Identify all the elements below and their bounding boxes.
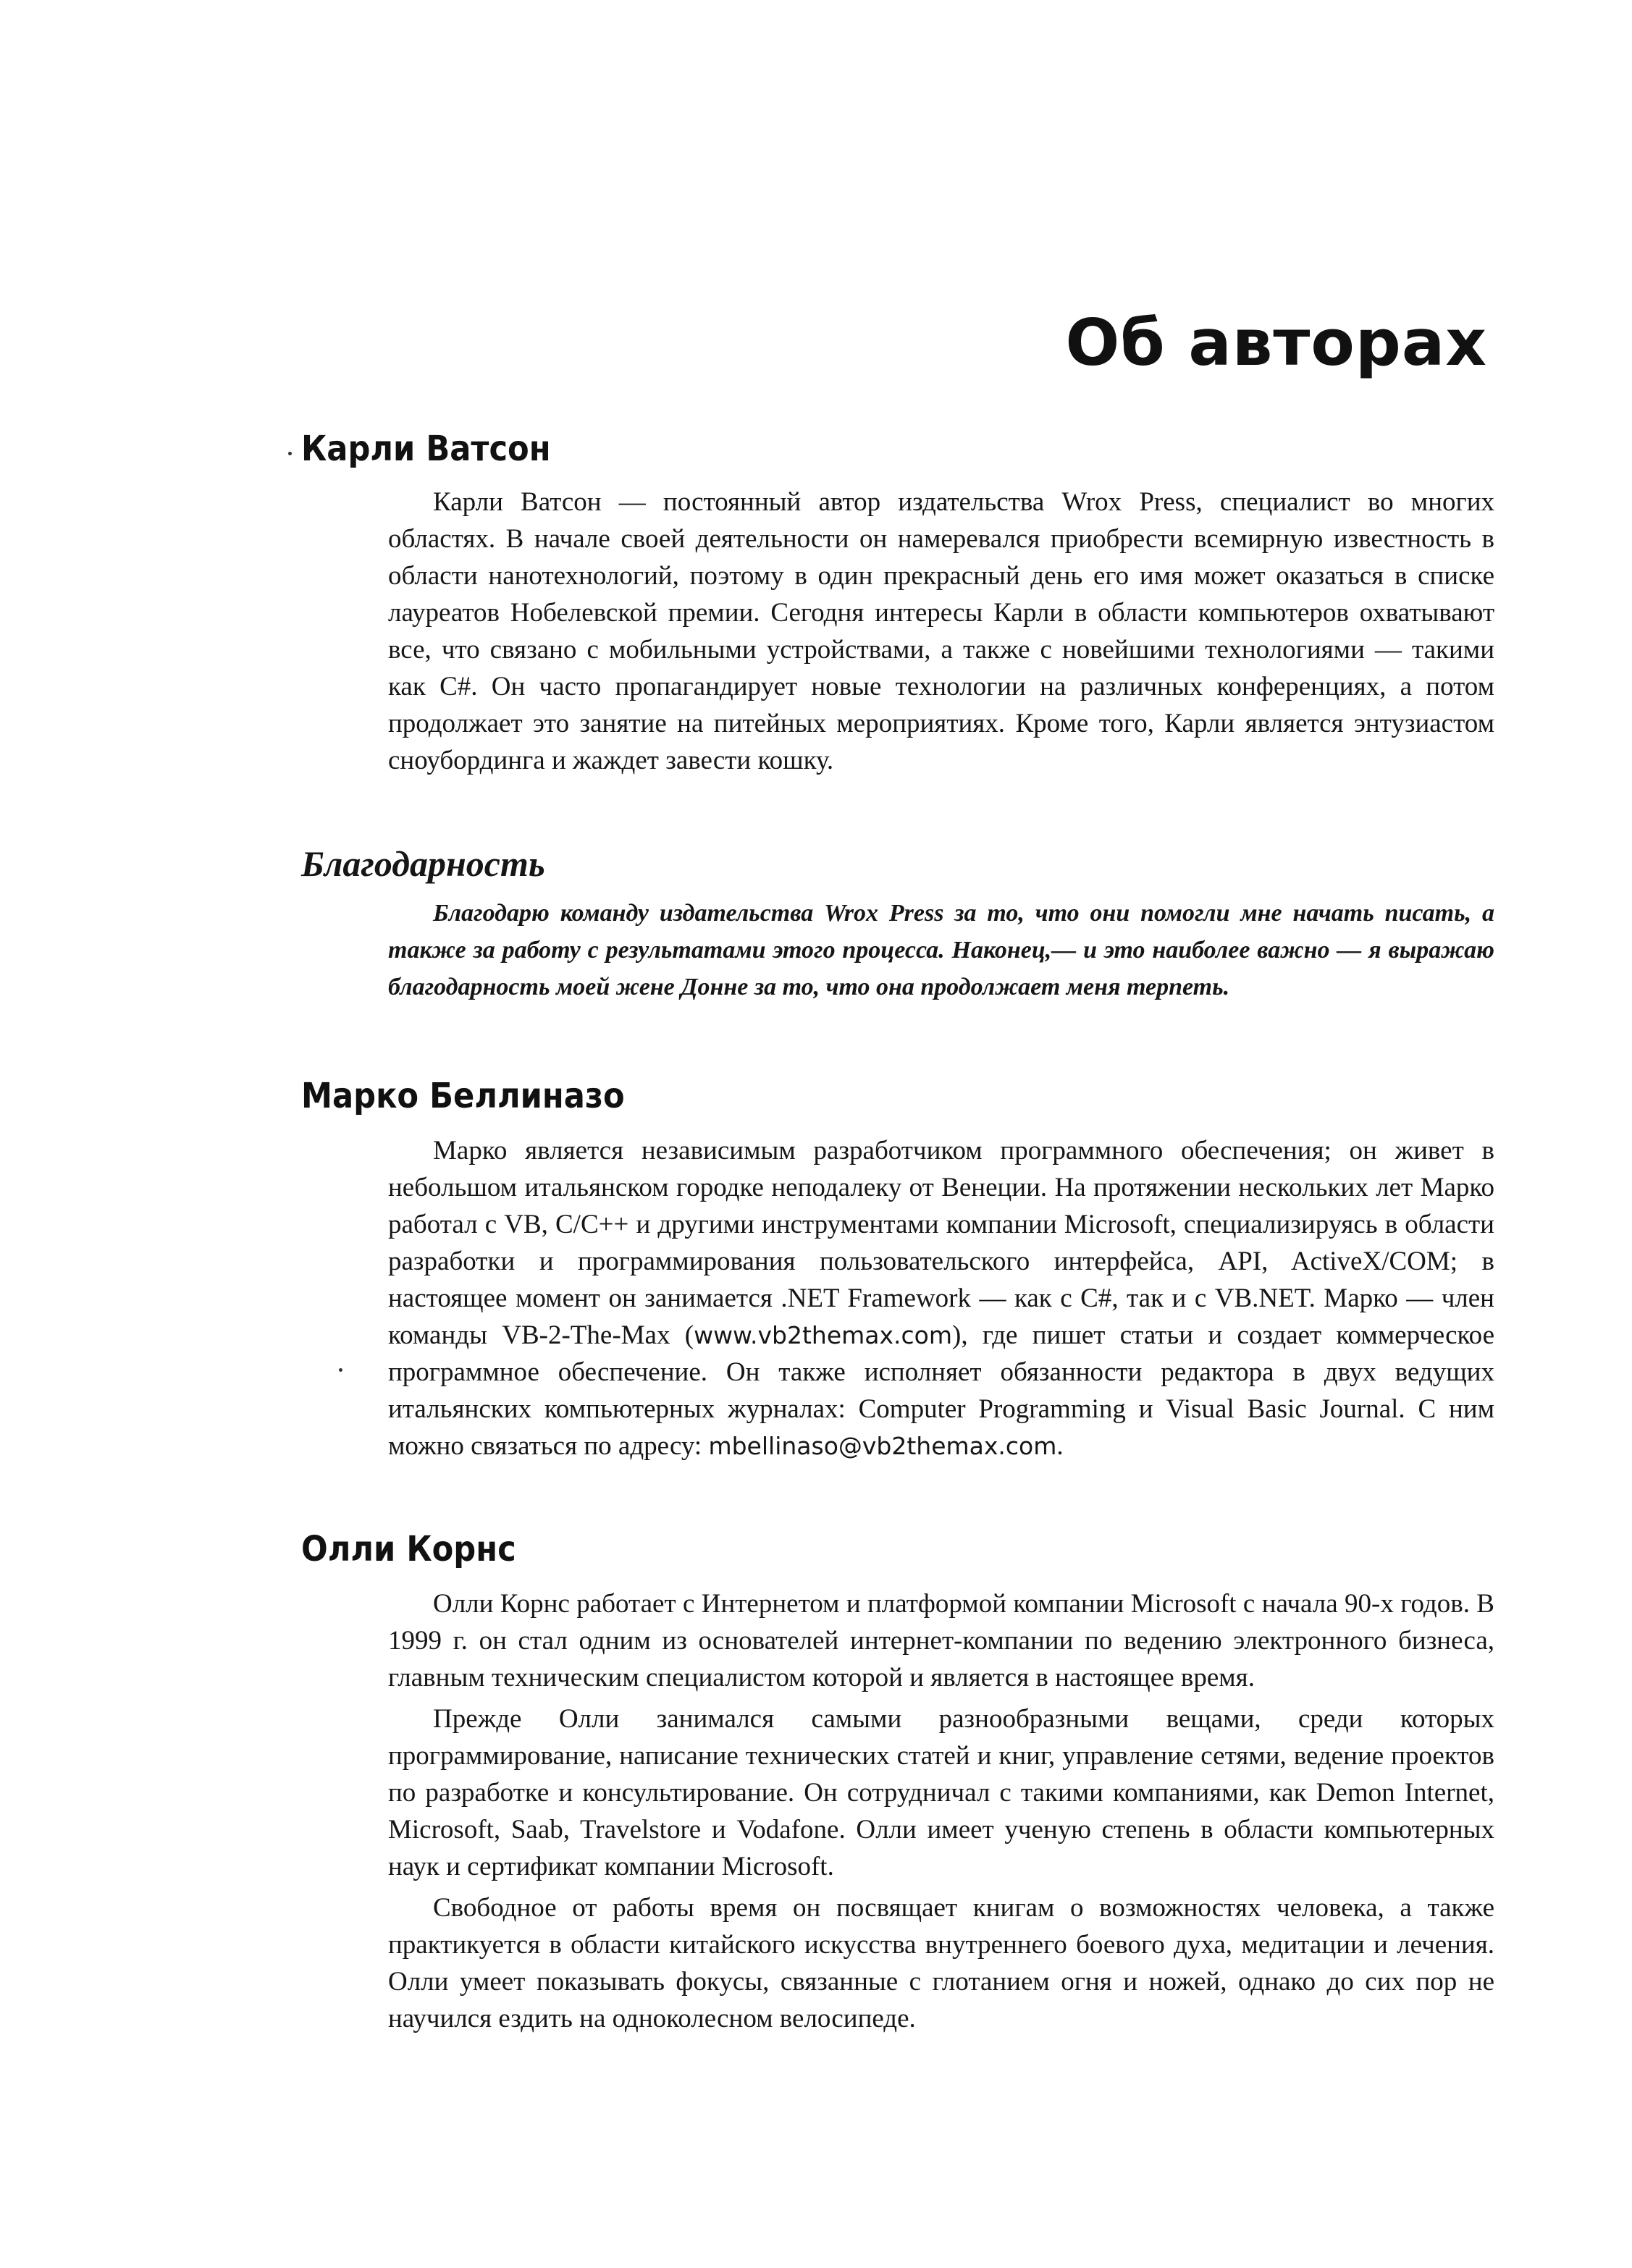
author-name-korns: Олли Корнс bbox=[301, 1529, 516, 1569]
author-name-bellinaso: Марко Беллиназо bbox=[301, 1076, 625, 1116]
bio-paragraph: Карли Ватсон — постоянный автор издательства Wrox Press, специалист во многих областях. В начале своей деятельности он намеревался приобрести всемирную известность в области нанотехнологий, поэтому в один прекрасный день его имя может оказаться в списке лауреатов Нобелевской премии. Сегодня интересы Карли в области компьютеров охватывают все, что связано с мобильными устройствами, а также с новейшими технологиями — такими как C#. Он часто пропагандирует новые технологии на различных конференциях, а потом продолжает это занятие на питейных мероприятиях. Кроме того, Карли является энтузиастом сноубординга и жаждет завести кошку. bbox=[388, 487, 1494, 775]
bio-text-end: . bbox=[1056, 1431, 1064, 1461]
author-bio-korns bbox=[388, 1585, 1494, 2037]
bio-text: ), где пишет статьи и создает коммерческое программное обеспечение. Он также исполняет обязанности редактора в двух ведущих итальянских компьютерных журналах: Computer Programming и Visual Basic Journal. С ним можно связаться по адресу: bbox=[388, 1320, 1495, 1461]
author-bio-watson bbox=[388, 484, 1494, 779]
website-url: www.vb2themax.com bbox=[694, 1321, 953, 1349]
bio-paragraph: Олли Корнс работает с Интернетом и платформой компании Microsoft с начала 90-х годов. В 1999 г. он стал одним из основателей интернет-компании по ведению электронного бизнеса, главным техническим специалистом которой и является в настоящее время. bbox=[388, 1589, 1494, 1692]
page-title: Об авторах bbox=[1065, 305, 1487, 380]
acknowledgment-text: Благодарю команду издательства Wrox Press за то, что они помогли мне начать писать, а также за работу с результатами этого процесса. Наконец,— и это наиболее важно — я выражаю благодарность моей жене Донне за то, что она продолжает меня терпеть. bbox=[388, 900, 1494, 1000]
author-bio-bellinaso bbox=[388, 1132, 1494, 1464]
acknowledgment-block bbox=[388, 895, 1494, 1006]
scan-speck bbox=[288, 452, 292, 455]
bio-text: Марко является независимым разработчиком программного обеспечения; он живет в небольшом итальянском городке неподалеку от Венеции. На протяжении нескольких лет Марко работал с VB, C/C++ и другими инструментами компании Microsoft, специализируясь в области разработки и программирования пользовательского интерфейса, API, ActiveX/COM; в настоящее момент он занимается .NET Framework — как с C#, так и с VB.NET. Марко — член команды VB-2-The-Max ( bbox=[388, 1136, 1494, 1350]
bio-paragraph: Свободное от работы время он посвящает книгам о возможностях человека, а также практикуется в области китайского искусства внутреннего боевого духа, медитации и лечения. Олли умеет показывать фокусы, связанные с глотанием огня и ножей, однако до сих пор не научился ездить на одноколесном велосипеде. bbox=[388, 1893, 1494, 2033]
bio-paragraph: Прежде Олли занимался самыми разнообразными вещами, среди которых программирование, написание технических статей и книг, управление сетями, ведение проектов по разработке и консультирование. Он сотрудничал с такими компаниями, как Demon Internet, Microsoft, Saab, Travelstore и Vodafone. Олли имеет ученую степень в области компьютерных наук и сертификат компании Microsoft. bbox=[388, 1704, 1494, 1881]
scan-speck bbox=[339, 1368, 342, 1372]
author-name-watson: Карли Ватсон bbox=[301, 429, 551, 469]
bio-paragraph bbox=[388, 1132, 1494, 1464]
acknowledgment-heading: Благодарность bbox=[301, 843, 545, 884]
contact-email: mbellinaso@vb2themax.com bbox=[708, 1432, 1057, 1460]
